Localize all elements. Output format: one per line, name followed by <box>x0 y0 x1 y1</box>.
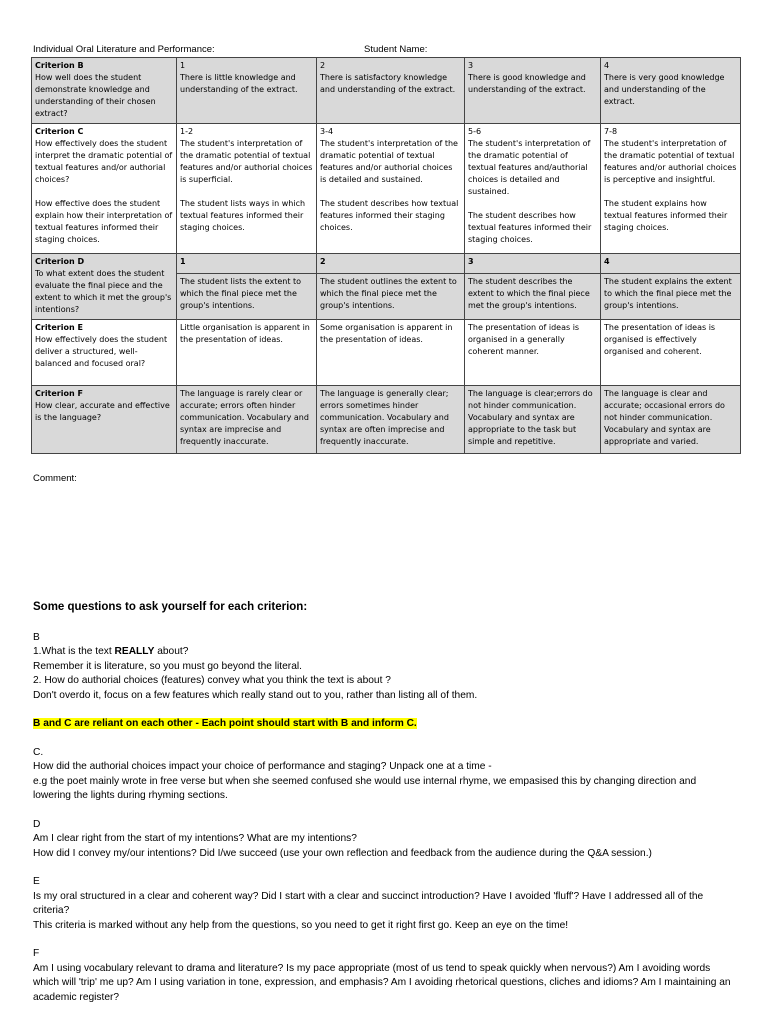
criterion-e-band-4: The presentation of ideas is organised is effectively organised and coherent. <box>601 320 741 386</box>
criterion-c-description: Criterion C How effectively does the student interpret the dramatic potential of textual features and/or authorial choices? How effective does the student explain how their interpretation of textual features informed their staging choices. <box>32 124 177 254</box>
questions-criterion-c: C. How did the authorial choices impact your choice of performance and staging? Unpack one at a time - e.g the poet mainly wrote in free verse but when she seemed confused she would use internal rhyme, we empasised this by changing direction and lowering the lights during rhyming sections. <box>33 746 697 801</box>
rubric-row-criterion-f <box>32 386 741 454</box>
rubric-row-criterion-d-scores <box>32 254 741 274</box>
questions-bc-note <box>33 717 733 732</box>
criterion-d-score-1: 1 <box>177 254 317 274</box>
rubric-row-criterion-b <box>32 58 741 124</box>
questions-heading: Some questions to ask yourself for each criterion: <box>33 601 308 613</box>
criterion-f-band-1: The language is rarely clear or accurate; errors often hinder communication. Vocabulary and syntax are imprecise and frequently inaccurate. <box>177 386 317 454</box>
criterion-d-score-2: 2 <box>317 254 465 274</box>
criterion-d-score-3: 3 <box>465 254 601 274</box>
criterion-c-band-1: 1-2 The student's interpretation of the dramatic potential of textual features and/or authorial choices is superficial. The student lists ways in which textual features informed their staging choices. <box>177 124 317 254</box>
questions-criterion-d: D Am I clear right from the start of my intentions? What are my intentions? How did I convey my/our intentions? Did I/we succeed (use your own reflection and feedback from the audience during the Q&A session.) <box>33 818 652 859</box>
document-header <box>33 44 733 55</box>
rubric-row-criterion-c <box>32 124 741 254</box>
criterion-d-band-1: The student lists the extent to which the final piece met the group's intentions. <box>177 273 317 319</box>
criterion-b-band-1: 1 There is little knowledge and understanding of the extract. <box>177 58 317 124</box>
criterion-b-band-3: 3 There is good knowledge and understanding of the extract. <box>465 58 601 124</box>
criterion-c-band-2: 3-4 The student's interpretation of the dramatic potential of textual features and/or authorial choices is detailed and sustained. The student describes how textual features informed their staging choices. <box>317 124 465 254</box>
comment-label: Comment: <box>33 473 77 484</box>
document-title: Individual Oral Literature and Performance: <box>33 44 215 55</box>
criterion-f-description: Criterion F How clear, accurate and effective is the language? <box>32 386 177 454</box>
criterion-b-band-4: 4 There is very good knowledge and understanding of the extract. <box>601 58 741 124</box>
criterion-d-description: Criterion D To what extent does the student evaluate the final piece and the extent to which it met the group's intentions? <box>32 254 177 320</box>
criterion-d-band-4: The student explains the extent to which the final piece met the group's intentions. <box>601 273 741 319</box>
criterion-e-band-1: Little organisation is apparent in the presentation of ideas. <box>177 320 317 386</box>
criterion-b-band-2: 2 There is satisfactory knowledge and understanding of the extract. <box>317 58 465 124</box>
assessment-rubric-table <box>31 57 741 454</box>
criterion-d-score-4: 4 <box>601 254 741 274</box>
questions-criterion-e: E Is my oral structured in a clear and coherent way? Did I start with a clear and succinct introduction? Have I avoided 'fluff'? Have I addressed all of the criteria? This criteria is marked without any help from the questions, so you need to get it right first go. Keep an eye on the time! <box>33 876 704 931</box>
criterion-d-band-3: The student describes the extent to which the final piece met the group's intentions. <box>465 273 601 319</box>
criterion-f-band-3: The language is clear;errors do not hinder communication. Vocabulary and syntax are appropriate to the task but simple and repetitive. <box>465 386 601 454</box>
questions-criterion-f: F Am I using vocabulary relevant to drama and literature? Is my pace appropriate (most of us tend to speak quickly when nervous?) Am I avoiding words which will 'trip' me up? Am I using variation in tone, expression, and emphasis? Am I avoiding rhetorical questions, cliches and idioms? Am I maintaining an academic register? <box>33 948 731 1003</box>
criterion-e-band-2: Some organisation is apparent in the presentation of ideas. <box>317 320 465 386</box>
self-questions-section <box>33 600 733 1019</box>
criterion-f-band-2: The language is generally clear; errors sometimes hinder communication. Vocabulary and syntax are often imprecise and frequently inaccurate. <box>317 386 465 454</box>
criterion-f-band-4: The language is clear and accurate; occasional errors do not hinder communication. Vocabulary and syntax are appropriate and varied. <box>601 386 741 454</box>
criterion-c-band-4: 7-8 The student's interpretation of the dramatic potential of textual features and/or authorial choices is perceptive and insightful. The student explains how textual features informed their staging choices. <box>601 124 741 254</box>
criterion-e-band-3: The presentation of ideas is organised in a generally coherent manner. <box>465 320 601 386</box>
criterion-c-band-3: 5-6 The student's interpretation of the dramatic potential of textual features and/authorial choices is detailed and sustained. The student describes how textual features informed their staging choices. <box>465 124 601 254</box>
criterion-b-description: Criterion B How well does the student demonstrate knowledge and understanding of their chosen extract? <box>32 58 177 124</box>
rubric-row-criterion-e <box>32 320 741 386</box>
questions-criterion-b: B 1.What is the text REALLY about? Remember it is literature, so you must go beyond the literal. 2. How do authorial choices (features) convey what you think the text is about ? Don't overdo it, focus on a few features which really stand out to you, rather than listing all of them. <box>33 631 478 701</box>
criterion-e-description: Criterion E How effectively does the student deliver a structured, well-balanced and focused oral? <box>32 320 177 386</box>
student-name-label: Student Name: <box>364 44 428 55</box>
criterion-d-band-2: The student outlines the extent to which the final piece met the group's intentions. <box>317 273 465 319</box>
highlighted-note: B and C are reliant on each other - Each point should start with B and inform C. <box>33 718 417 729</box>
